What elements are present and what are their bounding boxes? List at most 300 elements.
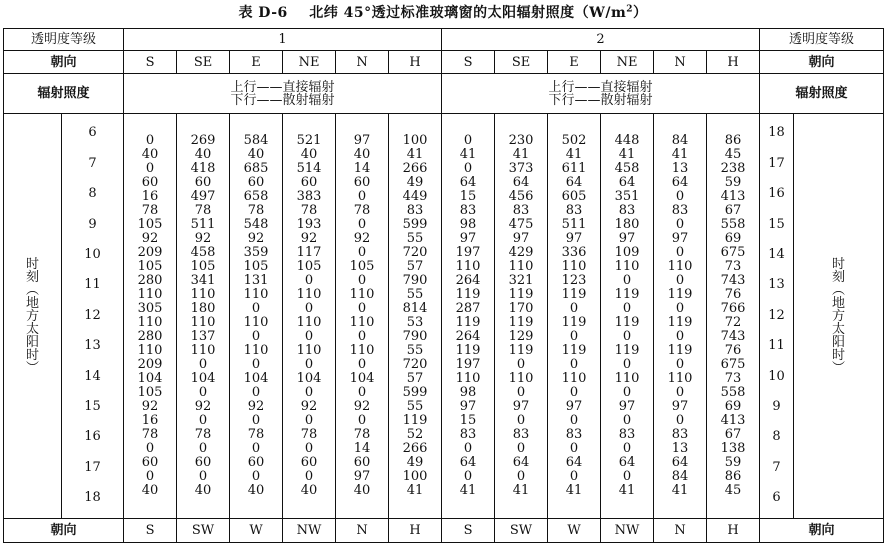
direct-value: 16 (141, 414, 159, 428)
diffuse-value: 45 (724, 148, 742, 162)
direct-value: 429 (508, 246, 534, 260)
diffuse-value: 41 (618, 484, 636, 498)
direct-value: 269 (190, 134, 216, 148)
diffuse-value: 104 (190, 372, 216, 386)
direct-value: 0 (622, 330, 632, 344)
direct-value: 558 (720, 386, 746, 400)
table-title (0, 2, 886, 26)
direct-value: 0 (463, 470, 473, 484)
direct-value: 209 (137, 358, 163, 372)
diffuse-value: 60 (141, 176, 159, 190)
hour-label: 11 (768, 338, 785, 354)
direct-value: 0 (251, 470, 261, 484)
footer-orientation-label: 朝向 (4, 519, 124, 543)
diffuse-value: 78 (300, 204, 318, 218)
diffuse-value: 92 (247, 232, 265, 246)
direct-value: 138 (720, 442, 746, 456)
diffuse-value: 40 (300, 484, 318, 498)
orientation-top: NE (601, 51, 654, 74)
direct-value: 0 (357, 246, 367, 260)
diffuse-value: 110 (349, 288, 375, 302)
direct-value: 548 (243, 218, 269, 232)
time-char: 地 (25, 295, 39, 311)
direct-value: 0 (516, 358, 526, 372)
direct-value: 84 (671, 470, 689, 484)
direct-value: 117 (296, 246, 322, 260)
hour-label: 10 (84, 247, 101, 263)
direct-value: 280 (137, 274, 163, 288)
column-level2-S (442, 114, 495, 519)
diffuse-value: 110 (614, 260, 640, 274)
diffuse-value: 119 (614, 316, 640, 330)
title-sup: 2 (626, 4, 634, 15)
diffuse-value: 104 (349, 372, 375, 386)
diffuse-value: 92 (194, 400, 212, 414)
title-prefix: 表 D-6 (238, 5, 288, 21)
diffuse-value: 83 (565, 428, 583, 442)
diffuse-value: 60 (141, 456, 159, 470)
column-level2-H (707, 114, 760, 519)
diffuse-value: 64 (565, 176, 583, 190)
direct-value: 193 (296, 218, 322, 232)
diffuse-value: 78 (194, 204, 212, 218)
orientation-top: H (707, 51, 760, 74)
level-2-header: 2 (442, 29, 760, 51)
diffuse-value: 55 (406, 232, 424, 246)
diffuse-value: 105 (137, 260, 163, 274)
direct-value: 0 (357, 302, 367, 316)
direct-value: 0 (304, 274, 314, 288)
diffuse-value: 57 (406, 260, 424, 274)
direct-value: 0 (357, 274, 367, 288)
column-level1-S (124, 114, 177, 519)
direct-value: 611 (561, 162, 587, 176)
direct-value: 511 (561, 218, 587, 232)
diffuse-value: 41 (565, 148, 583, 162)
legend-diffuse: 下行——散射辐射 (230, 92, 335, 108)
direct-value: 0 (622, 414, 632, 428)
direct-value: 351 (614, 190, 640, 204)
diffuse-value: 64 (459, 176, 477, 190)
diffuse-value: 41 (459, 148, 477, 162)
direct-value: 0 (251, 302, 261, 316)
hour-label: 7 (772, 459, 781, 475)
orientation-bottom: N (654, 519, 707, 543)
orientation-bottom: NW (601, 519, 654, 543)
diffuse-value: 110 (137, 316, 163, 330)
direct-value: 0 (569, 442, 579, 456)
diffuse-value: 110 (137, 288, 163, 302)
diffuse-value: 60 (353, 456, 371, 470)
diffuse-value: 119 (667, 344, 693, 358)
transparency-label-right: 透明度等级 (760, 29, 884, 51)
direct-value: 100 (402, 470, 428, 484)
direct-value: 599 (402, 218, 428, 232)
direct-value: 814 (402, 302, 428, 316)
direct-value: 0 (251, 414, 261, 428)
direct-value: 0 (622, 358, 632, 372)
diffuse-value: 64 (512, 176, 530, 190)
diffuse-value: 97 (671, 232, 689, 246)
diffuse-value: 97 (618, 232, 636, 246)
diffuse-value: 64 (565, 456, 583, 470)
hour-label: 16 (768, 186, 785, 202)
diffuse-value: 78 (353, 204, 371, 218)
direct-value: 0 (357, 414, 367, 428)
direct-value: 0 (145, 442, 155, 456)
direct-value: 359 (243, 246, 269, 260)
diffuse-value: 40 (247, 484, 265, 498)
diffuse-value: 104 (137, 372, 163, 386)
time-label-right (794, 114, 884, 519)
diffuse-value: 119 (667, 288, 693, 302)
direct-value: 0 (569, 414, 579, 428)
diffuse-value: 59 (724, 456, 742, 470)
direct-value: 0 (569, 302, 579, 316)
diffuse-value: 119 (508, 288, 534, 302)
direct-value: 209 (137, 246, 163, 260)
diffuse-value: 78 (194, 428, 212, 442)
direct-value: 15 (459, 414, 477, 428)
direct-value: 720 (402, 246, 428, 260)
direct-value: 511 (190, 218, 216, 232)
direct-value: 0 (675, 386, 685, 400)
direct-value: 131 (243, 274, 269, 288)
direct-value: 0 (675, 414, 685, 428)
direct-value: 16 (141, 190, 159, 204)
orientation-bottom: NW (283, 519, 336, 543)
diffuse-value: 76 (724, 344, 742, 358)
direct-value: 264 (455, 274, 481, 288)
direct-value: 180 (614, 218, 640, 232)
direct-value: 675 (720, 246, 746, 260)
column-level1-NE (283, 114, 336, 519)
direct-value: 449 (402, 190, 428, 204)
diffuse-value: 73 (724, 260, 742, 274)
legend-level-2 (442, 74, 760, 114)
column-level1-N (336, 114, 389, 519)
orientation-top: N (336, 51, 389, 74)
diffuse-value: 64 (459, 456, 477, 470)
diffuse-value: 83 (671, 204, 689, 218)
hour-label: 14 (84, 368, 101, 384)
diffuse-value: 83 (618, 428, 636, 442)
hour-label: 8 (88, 186, 97, 202)
diffuse-value: 110 (455, 260, 481, 274)
diffuse-value: 60 (300, 456, 318, 470)
direct-value: 266 (402, 162, 428, 176)
direct-value: 0 (675, 218, 685, 232)
direct-value: 84 (671, 134, 689, 148)
diffuse-value: 83 (671, 428, 689, 442)
direct-value: 13 (671, 162, 689, 176)
direct-value: 0 (304, 414, 314, 428)
hour-label: 16 (84, 429, 101, 445)
direct-value: 0 (622, 302, 632, 316)
direct-value: 14 (353, 162, 371, 176)
diffuse-value: 60 (194, 176, 212, 190)
time-char: 时 (25, 256, 39, 272)
direct-value: 15 (459, 190, 477, 204)
diffuse-value: 97 (671, 400, 689, 414)
direct-value: 105 (137, 218, 163, 232)
hour-label: 17 (768, 155, 785, 171)
direct-value: 97 (353, 134, 371, 148)
direct-value: 97 (353, 470, 371, 484)
diffuse-value: 92 (353, 400, 371, 414)
direct-value: 0 (304, 442, 314, 456)
orientation-top: S (442, 51, 495, 74)
direct-value: 0 (622, 274, 632, 288)
diffuse-value: 110 (349, 316, 375, 330)
diffuse-value: 105 (349, 260, 375, 274)
diffuse-value: 73 (724, 372, 742, 386)
diffuse-value: 41 (512, 148, 530, 162)
direct-value: 180 (190, 302, 216, 316)
diffuse-value: 110 (243, 288, 269, 302)
direct-value: 418 (190, 162, 216, 176)
hour-label: 6 (88, 125, 97, 141)
diffuse-value: 119 (561, 288, 587, 302)
title-close: ） (633, 5, 648, 21)
time-char: 时 (832, 347, 846, 363)
irradiance-label: 辐射照度 (4, 74, 124, 114)
column-level2-SE (495, 114, 548, 519)
diffuse-value: 40 (141, 148, 159, 162)
diffuse-value: 97 (512, 400, 530, 414)
orientation-top: SE (177, 51, 230, 74)
direct-value: 514 (296, 162, 322, 176)
diffuse-value: 110 (667, 372, 693, 386)
diffuse-value: 41 (406, 484, 424, 498)
direct-value: 0 (198, 442, 208, 456)
direct-value: 336 (561, 246, 587, 260)
orientation-top: H (389, 51, 442, 74)
diffuse-value: 60 (300, 176, 318, 190)
direct-value: 98 (459, 218, 477, 232)
orientation-bottom: H (389, 519, 442, 543)
diffuse-value: 78 (247, 204, 265, 218)
diffuse-value: 110 (243, 316, 269, 330)
direct-value: 137 (190, 330, 216, 344)
orientation-bottom: S (442, 519, 495, 543)
orientation-top: E (230, 51, 283, 74)
direct-value: 0 (569, 358, 579, 372)
orientation-bottom: W (230, 519, 283, 543)
time-char: 方 (25, 308, 39, 324)
diffuse-value: 55 (406, 288, 424, 302)
direct-value: 584 (243, 134, 269, 148)
direct-value: 675 (720, 358, 746, 372)
diffuse-value: 49 (406, 176, 424, 190)
diffuse-value: 83 (565, 204, 583, 218)
direct-value: 0 (675, 190, 685, 204)
diffuse-value: 110 (296, 316, 322, 330)
diffuse-value: 41 (671, 148, 689, 162)
legend-direct: 上行——直接辐射 (230, 79, 335, 95)
direct-value: 105 (137, 386, 163, 400)
diffuse-value: 41 (512, 484, 530, 498)
direct-value: 119 (402, 414, 428, 428)
direct-value: 0 (198, 386, 208, 400)
footer-orientation-label-right: 朝向 (760, 519, 884, 543)
direct-value: 0 (622, 386, 632, 400)
diffuse-value: 110 (508, 372, 534, 386)
direct-value: 0 (622, 470, 632, 484)
diffuse-value: 105 (190, 260, 216, 274)
direct-value: 129 (508, 330, 534, 344)
diffuse-value: 119 (508, 344, 534, 358)
diffuse-value: 110 (667, 260, 693, 274)
diffuse-value: 41 (618, 148, 636, 162)
diffuse-value: 60 (247, 456, 265, 470)
diffuse-value: 78 (247, 428, 265, 442)
diffuse-value: 45 (724, 484, 742, 498)
direct-value: 0 (622, 442, 632, 456)
direct-value: 0 (251, 386, 261, 400)
direct-value: 448 (614, 134, 640, 148)
level-1-header: 1 (124, 29, 442, 51)
direct-value: 0 (251, 330, 261, 344)
legend-diffuse: 下行——散射辐射 (548, 92, 653, 108)
hour-label: 10 (768, 368, 785, 384)
orientation-bottom: W (548, 519, 601, 543)
orientation-top: NE (283, 51, 336, 74)
diffuse-value: 119 (455, 288, 481, 302)
hour-label: 18 (768, 125, 785, 141)
direct-value: 0 (304, 470, 314, 484)
direct-value: 0 (198, 358, 208, 372)
diffuse-value: 40 (300, 148, 318, 162)
column-level1-H (389, 114, 442, 519)
diffuse-value: 97 (618, 400, 636, 414)
diffuse-value: 64 (618, 176, 636, 190)
diffuse-value: 60 (247, 176, 265, 190)
title-degree: ° (364, 5, 372, 21)
direct-value: 413 (720, 414, 746, 428)
hours-right (760, 114, 794, 519)
diffuse-value: 110 (455, 372, 481, 386)
direct-value: 100 (402, 134, 428, 148)
diffuse-value: 72 (724, 316, 742, 330)
direct-value: 0 (145, 162, 155, 176)
direct-value: 0 (569, 386, 579, 400)
diffuse-value: 57 (406, 372, 424, 386)
direct-value: 658 (243, 190, 269, 204)
direct-value: 0 (675, 358, 685, 372)
orientation-label: 朝向 (4, 51, 124, 74)
direct-value: 0 (569, 470, 579, 484)
diffuse-value: 69 (724, 232, 742, 246)
column-level1-E (230, 114, 283, 519)
hour-label: 15 (84, 398, 101, 414)
diffuse-value: 119 (667, 316, 693, 330)
diffuse-value: 119 (561, 344, 587, 358)
direct-value: 0 (304, 386, 314, 400)
diffuse-value: 83 (406, 204, 424, 218)
hour-label: 8 (772, 429, 781, 445)
diffuse-value: 92 (247, 400, 265, 414)
diffuse-value: 92 (141, 400, 159, 414)
diffuse-value: 67 (724, 204, 742, 218)
orientation-bottom: N (336, 519, 389, 543)
diffuse-value: 59 (724, 176, 742, 190)
diffuse-value: 40 (141, 484, 159, 498)
diffuse-value: 110 (614, 372, 640, 386)
direct-value: 280 (137, 330, 163, 344)
direct-value: 238 (720, 162, 746, 176)
diffuse-value: 60 (194, 456, 212, 470)
diffuse-value: 55 (406, 344, 424, 358)
direct-value: 383 (296, 190, 322, 204)
direct-value: 86 (724, 470, 742, 484)
column-level2-N (654, 114, 707, 519)
direct-value: 743 (720, 274, 746, 288)
diffuse-value: 78 (141, 204, 159, 218)
time-char: 地 (832, 295, 846, 311)
time-char: ︵ (25, 282, 39, 298)
time-char: 太 (832, 321, 846, 337)
column-level2-NE (601, 114, 654, 519)
direct-value: 0 (675, 302, 685, 316)
direct-value: 321 (508, 274, 534, 288)
irradiance-label-right: 辐射照度 (760, 74, 884, 114)
diffuse-value: 40 (194, 484, 212, 498)
diffuse-value: 110 (561, 260, 587, 274)
transparency-label: 透明度等级 (4, 29, 124, 51)
hour-label: 11 (84, 277, 101, 293)
orientation-bottom: SW (495, 519, 548, 543)
direct-value: 0 (145, 134, 155, 148)
orientation-bottom: S (124, 519, 177, 543)
direct-value: 0 (304, 302, 314, 316)
hour-label: 13 (768, 277, 785, 293)
direct-value: 0 (357, 386, 367, 400)
time-char: ︶ (832, 360, 846, 376)
diffuse-value: 41 (459, 484, 477, 498)
direct-value: 0 (304, 358, 314, 372)
time-char: 阳 (25, 334, 39, 350)
direct-value: 790 (402, 330, 428, 344)
legend-direct: 上行——直接辐射 (548, 79, 653, 95)
diffuse-value: 104 (243, 372, 269, 386)
direct-value: 558 (720, 218, 746, 232)
diffuse-value: 60 (353, 176, 371, 190)
diffuse-value: 53 (406, 316, 424, 330)
diffuse-value: 40 (353, 148, 371, 162)
diffuse-value: 55 (406, 400, 424, 414)
time-char: 方 (832, 308, 846, 324)
diffuse-value: 105 (243, 260, 269, 274)
time-char: 时 (25, 347, 39, 363)
irradiance-table (3, 28, 884, 543)
time-char: 刻 (832, 269, 846, 285)
diffuse-value: 110 (190, 316, 216, 330)
diffuse-value: 83 (459, 204, 477, 218)
diffuse-value: 41 (671, 484, 689, 498)
diffuse-value: 110 (561, 372, 587, 386)
diffuse-value: 64 (671, 176, 689, 190)
diffuse-value: 110 (296, 288, 322, 302)
orientation-top: N (654, 51, 707, 74)
legend-level-1 (124, 74, 442, 114)
diffuse-value: 92 (141, 232, 159, 246)
direct-value: 341 (190, 274, 216, 288)
diffuse-value: 83 (459, 428, 477, 442)
header-row-transparency (4, 29, 884, 51)
direct-value: 305 (137, 302, 163, 316)
hour-label: 12 (768, 307, 785, 323)
